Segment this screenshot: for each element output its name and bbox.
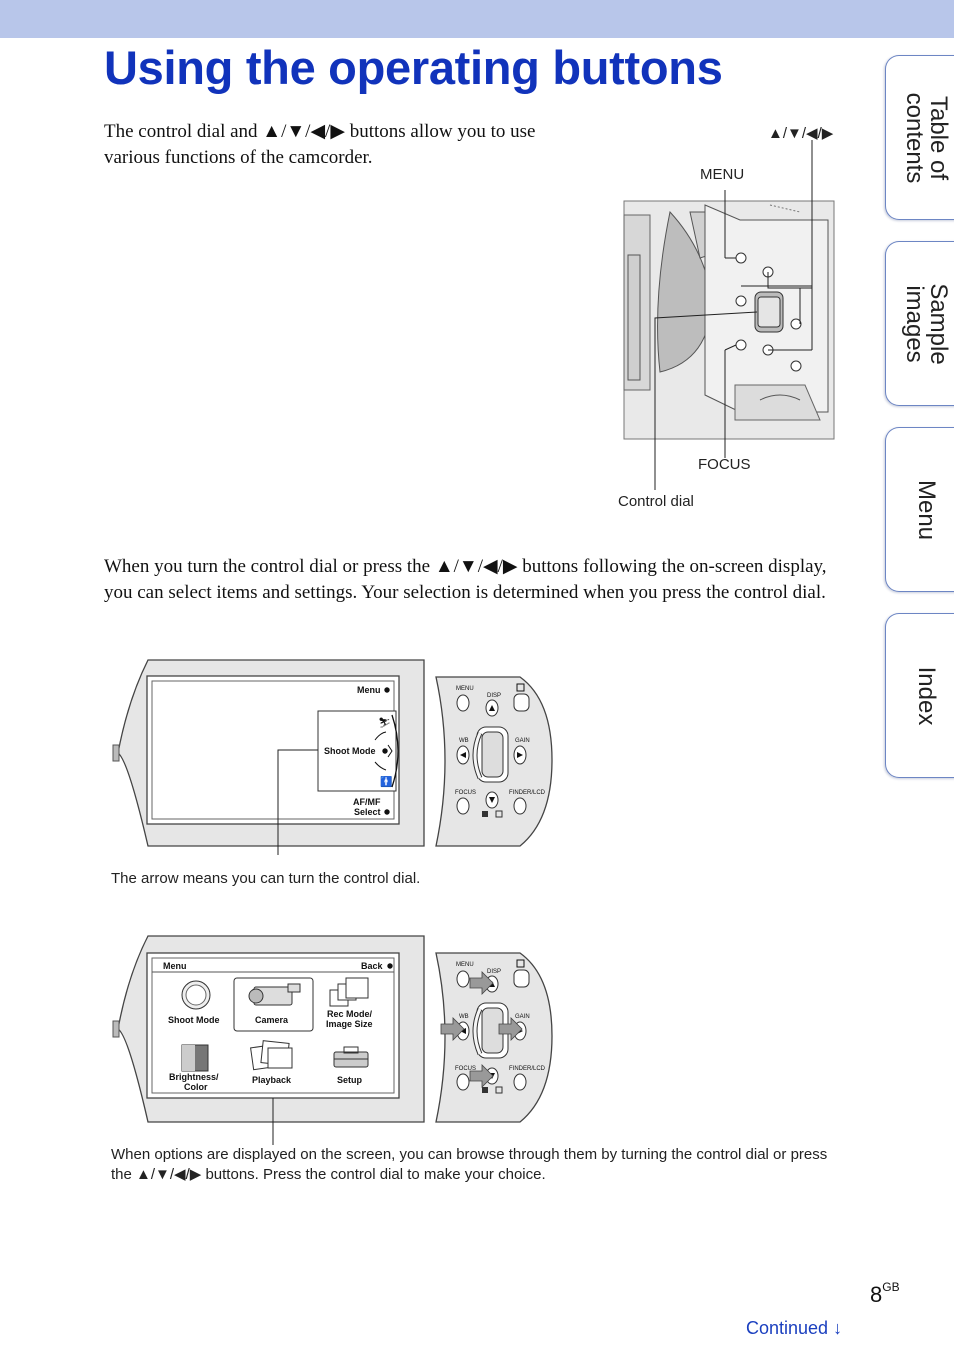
arrow-buttons-label: ▲/▼/◀/▶ [768, 125, 834, 142]
svg-text:FINDER/LCD: FINDER/LCD [509, 1066, 546, 1072]
svg-text:Color: Color [184, 1082, 208, 1092]
intro-paragraph: The control dial and ▲/▼/◀/▶ buttons allow you to use various functions of the camcorder. [104, 121, 536, 168]
svg-text:GAIN: GAIN [515, 738, 530, 744]
screen-shoot-mode-label: Shoot Mode [324, 746, 376, 756]
svg-text:Setup: Setup [337, 1075, 363, 1085]
svg-text:GAIN: GAIN [515, 1014, 530, 1020]
svg-text:MENU: MENU [456, 686, 474, 692]
focus-button-label: FOCUS [698, 456, 751, 473]
svg-text:Brightness/: Brightness/ [169, 1072, 219, 1082]
tab-label: Table of contents [901, 92, 952, 183]
tab-label: Index [913, 666, 940, 725]
header-bar [0, 0, 954, 38]
svg-text:🚹: 🚹 [380, 777, 393, 788]
screen-menu-label: Menu [357, 685, 381, 695]
tab-label: Sample images [901, 282, 952, 365]
svg-text:FINDER/LCD: FINDER/LCD [509, 790, 546, 796]
tab-menu[interactable] [885, 427, 954, 592]
svg-text:Image Size: Image Size [326, 1019, 373, 1029]
svg-text:WB: WB [459, 738, 469, 744]
tab-label: Menu [913, 479, 940, 540]
svg-text:Shoot Mode: Shoot Mode [168, 1015, 220, 1025]
svg-text:Rec Mode/: Rec Mode/ [327, 1009, 373, 1019]
page-title: Using the operating buttons [104, 41, 723, 94]
svg-text:Back: Back [361, 961, 383, 971]
svg-text:⛷: ⛷ [378, 718, 391, 729]
tab-index[interactable] [885, 613, 954, 778]
svg-text:DISP: DISP [487, 969, 502, 975]
svg-text:FOCUS: FOCUS [455, 1066, 476, 1072]
page-number: $8^{GB}$ [870, 1280, 900, 1307]
screen-select-label: Select [354, 807, 381, 817]
tab-table-of-contents[interactable] [885, 55, 954, 220]
svg-text:FOCUS: FOCUS [455, 790, 476, 796]
svg-text:DISP: DISP [487, 693, 502, 699]
continued-link[interactable]: Continued ↓ [746, 1318, 843, 1338]
control-dial-label: Control dial [618, 493, 694, 510]
svg-text:WB: WB [459, 1014, 469, 1020]
screen-afmf-label: AF/MF [353, 797, 381, 807]
turn-arrow-caption: The arrow means you can turn the control dial. [111, 870, 421, 887]
svg-text:Menu: Menu [163, 961, 187, 971]
svg-text:MENU: MENU [456, 962, 474, 968]
lcd-screen-menu-grid-figure [105, 930, 565, 1145]
menu-button-label: MENU [700, 166, 745, 183]
instructions-paragraph: When you turn the control dial or press the ▲/▼/◀/▶ buttons following the on-screen display, you can select items and settings. Your selection is determined when you press the control dial. [104, 556, 827, 603]
svg-text:Playback: Playback [252, 1075, 292, 1085]
svg-text:Camera: Camera [255, 1015, 289, 1025]
lcd-screen-shoot-mode-figure [105, 655, 565, 855]
browse-options-caption: When options are displayed on the screen, you can browse through them by turning the control dial or press the ▲/▼/◀/▶ buttons. Press the control dial to make your choice. [111, 1146, 828, 1183]
tab-sample-images[interactable] [885, 241, 954, 406]
